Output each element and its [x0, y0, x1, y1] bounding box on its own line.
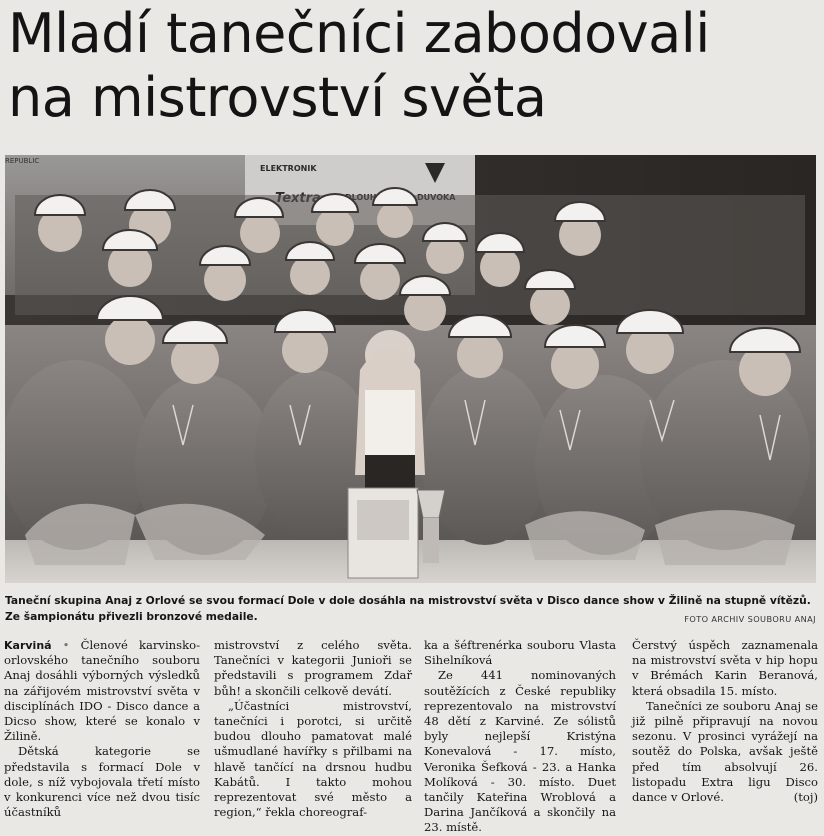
article-paragraph: Čerstvý úspěch zaznamenala na mistrovství světa v hip hopu v Brémách Karin Beranová, která obsadila 15. místo. [632, 638, 818, 698]
dateline-place: Karviná [4, 639, 52, 652]
article-column-4 [632, 638, 818, 805]
article-lead-paragraph [4, 638, 200, 744]
photo-credit: FOTO ARCHIV SOUBORU ANAJ [684, 614, 816, 624]
article-paragraph: Tanečníci ze souboru Anaj se již pilně připravují na novou sezonu. V prosinci vyrážejí na soutěž do Polska, avšak ještě před tím absolvují 26. listopadu Extra ligu Disco dance v Orlové. [632, 698, 818, 805]
banner-republic: REPUBLIC [5, 157, 40, 165]
article-column-1 [4, 638, 200, 820]
dateline-bullet: • [62, 638, 70, 652]
article-column-2 [214, 638, 412, 820]
woman-in-center [355, 348, 425, 501]
article-paragraph: Ze 441 nominovaných soutěžících z České republiky reprezentovalo na mistrovství 48 dětí z Karviné. Ze sólistů byly nejlepší Kristýna Konevalová - 17. místo, Veronika Šefková - 23. a Hanka Molíková - 30. místo. Duet tančily Kateřina Wroblová a Darina Jančíková a skončily na 23. místě. [424, 668, 616, 835]
group-photo [5, 155, 816, 583]
photo-caption: Taneční skupina Anaj z Orlové se svou formací Dole v dole dosáhla na mistrovství světa v Disco dance show v Žilině na stupně vítězů. Ze šampionátu přivezli bronzové medaile. [5, 594, 811, 623]
headline-line-2: na mistrovství světa [8, 66, 547, 129]
article-paragraph: Dětská kategorie se představila s formací Dole v dole, s níž vybojovala třetí místo v konkurenci více než dvou tisíc účastníků [4, 744, 200, 820]
lead-text: Členové karvinsko-orlovského tanečního souboru Anaj dosáhli výborných výsledků na zářijovém mistrovství světa v disciplínách IDO - Disco dance a Dicso show, které se konalo v Žilině. [4, 638, 201, 744]
dancers-photo-illustration [5, 155, 816, 583]
author-signature: (toj) [793, 790, 818, 805]
banner-elektronik: ELEKTRONIK [260, 164, 317, 173]
article-column-3 [424, 638, 616, 836]
article-paragraph: mistrovství z celého světa. Tanečníci v kategorii Junioři se představili s programem Zdař bůh! a skončili celkově devátí. [214, 638, 412, 698]
article-quote-paragraph: „Účastníci mistrovství, tanečníci i porotci, si určitě budou dlouho pamatovat malé ušmudlané havířky s přilbami na hlavě tančící na drsnou hudbu Kabátů. I takto mohou reprezentovat své město a region,“ řekla choreograf- [214, 698, 412, 820]
article-paragraph: ka a šéftrenérka souboru Vlasta Sihelníková [424, 638, 616, 668]
headline-line-1: Mladí tanečníci zabodovali [8, 2, 710, 65]
headline [8, 2, 820, 130]
